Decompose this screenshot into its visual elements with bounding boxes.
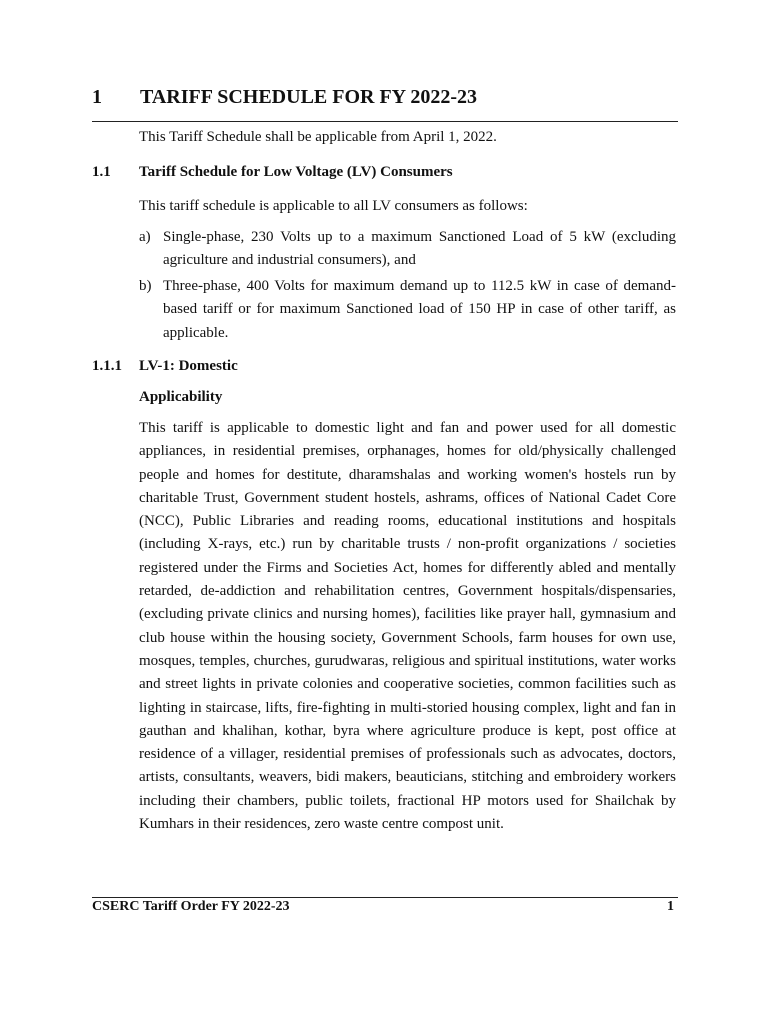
section-intro: This tariff schedule is applicable to all LV consumers as follows:	[139, 198, 528, 214]
chapter-title: TARIFF SCHEDULE FOR FY 2022-23	[140, 86, 478, 108]
applicability-body: This tariff is applicable to domestic light and fan and power used for all domestic appliances, in residential premises, orphanages, homes for old/physically challenged people and homes for destitute, dharamshalas and working women's hostels run by charitable Trust, Government student hostels, ashrams, offices of National Cadet Core (NCC), Public Libraries and reading rooms, educational institutions and hospitals (including X-rays, etc.) run by charitable trusts / non-profit organizations / societies registered under the Firms and Societies Act, homes for differently abled and mentally retarded, de-addiction and rehabilitation centres, Government hospitals/dispensaries, (excluding private clinics and nursing homes), facilities like prayer hall, gymnasium and club house within the housing society, Government Schools, farm houses for own use, mosques, temples, churches, gurudwaras, religious and spiritual institutions, water works and street lights in private colonies and cooperative societies, common facilities such as lighting in staircase, lifts, fire-fighting in multi-storied housing complex, light and fan in gauthan and khalihan, kothar, byra where agriculture produce is kept, post office at residence of a villager, residential premises of professionals such as advocates, doctors, artists, consultants, weavers, bidi makers, beauticians, stitching and embroidery workers including their chambers, public toilets, fractional HP motors used for Shailchak by Kumhars in their residences, zero waste centre compost unit.	[139, 420, 676, 833]
footer-title: CSERC Tariff Order FY 2022-23	[92, 899, 290, 914]
list-marker: b)	[139, 278, 152, 294]
section-number: 1.1	[92, 164, 111, 180]
heading-rule	[92, 121, 678, 122]
chapter-number: 1	[92, 86, 102, 108]
list-marker: a)	[139, 229, 151, 245]
list-item	[139, 226, 676, 273]
applicability-heading: Applicability	[139, 389, 223, 405]
footer-rule	[92, 897, 678, 898]
list-item-text: Three-phase, 400 Volts for maximum demand up to 112.5 kW in case of demand-based tariff or for maximum Sanctioned load of 150 HP in case of other tariff, as applicable.	[163, 278, 676, 341]
list-item-text: Single-phase, 230 Volts up to a maximum Sanctioned Load of 5 kW (excluding agriculture and industrial consumers), and	[163, 229, 676, 269]
intro-paragraph: This Tariff Schedule shall be applicable from April 1, 2022.	[139, 129, 497, 145]
section-title: Tariff Schedule for Low Voltage (LV) Consumers	[139, 164, 453, 180]
page-number: 1	[667, 899, 674, 914]
subsection-number: 1.1.1	[92, 358, 122, 374]
subsection-title: LV-1: Domestic	[139, 358, 238, 374]
list-item	[139, 275, 676, 345]
